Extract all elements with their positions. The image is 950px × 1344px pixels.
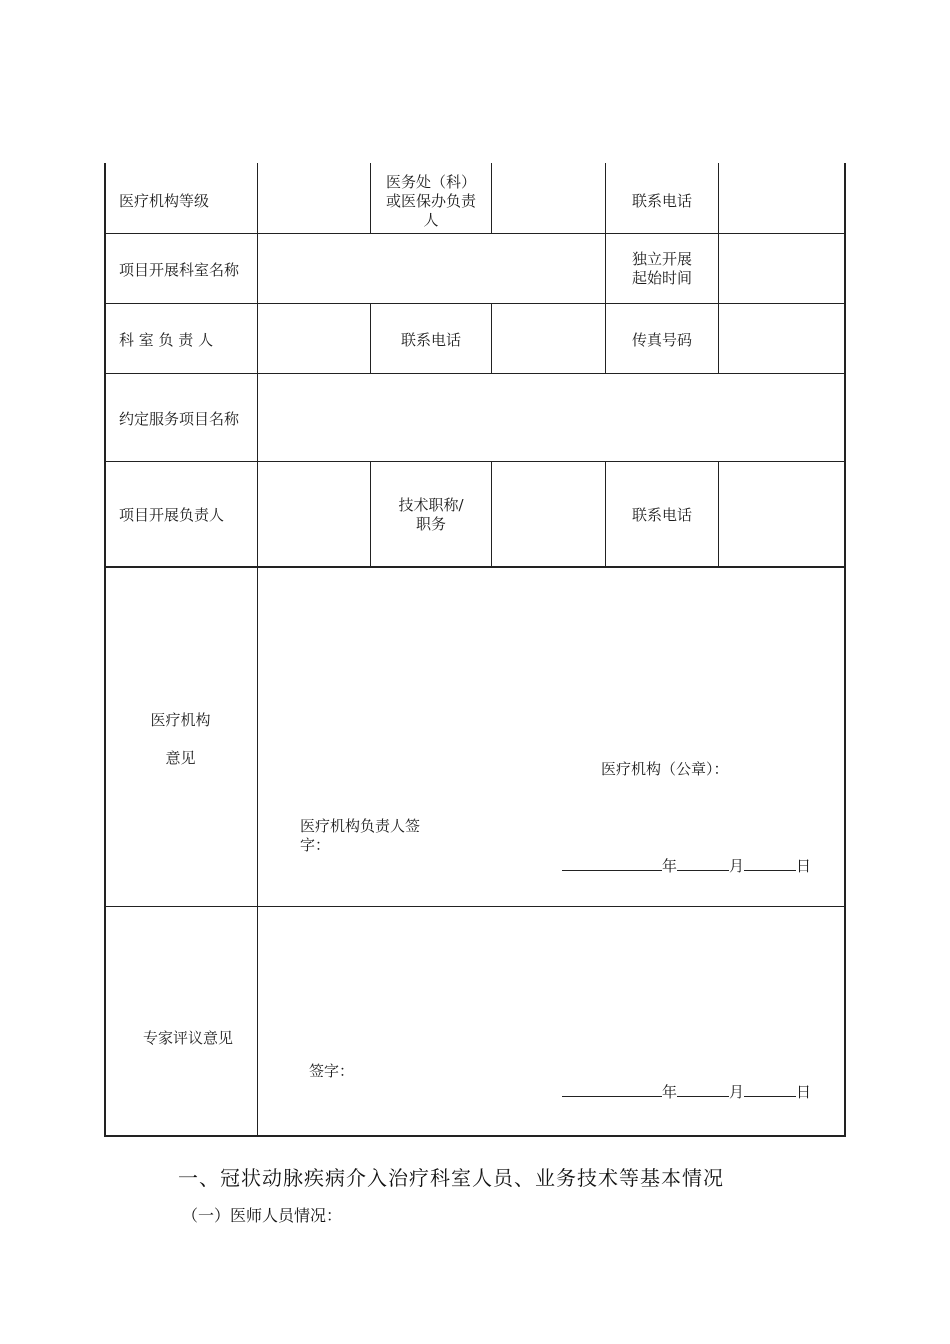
fax-field[interactable]: [720, 304, 843, 372]
section-subheading: （一）医师人员情况：: [182, 1206, 343, 1225]
department-head-label: 科 室 负 责 人: [119, 331, 214, 349]
project-lead-label: 项目开展负责人: [119, 506, 225, 524]
year-label: 年: [662, 1083, 678, 1101]
institution-opinion-label: 医疗机构: [150, 711, 211, 729]
title-position-label: 技术职称/职务: [398, 496, 464, 533]
section-heading: 一、冠状动脉疾病介入治疗科室人员、业务技术等基本情况: [178, 1166, 724, 1190]
col-divider: [718, 163, 719, 373]
institution-level-label: 医疗机构等级: [119, 192, 210, 210]
title-position-field[interactable]: [493, 462, 604, 565]
phone-field[interactable]: [493, 304, 604, 372]
institution-signer-label: 医疗机构负责人签字：: [300, 817, 421, 854]
table-border-bottom: [104, 1135, 846, 1137]
phone-label: 联系电话: [631, 506, 692, 524]
institution-date-line[interactable]: [562, 854, 811, 876]
col-divider: [718, 461, 719, 566]
fax-label: 传真号码: [631, 331, 692, 349]
department-head-field[interactable]: [259, 304, 369, 372]
phone-label: 联系电话: [631, 192, 692, 210]
independent-start-field[interactable]: [720, 234, 843, 302]
application-form-table: [104, 163, 846, 1137]
independent-start-label: 独立开展起始时间: [631, 250, 692, 287]
col-divider: [491, 303, 492, 373]
department-name-label: 项目开展科室名称: [119, 261, 240, 279]
table-border-right: [844, 163, 846, 1137]
project-lead-field[interactable]: [259, 462, 369, 565]
day-label: 日: [796, 1083, 812, 1101]
table-border-left: [104, 163, 106, 1137]
expert-opinion-label: 专家评议意见: [142, 1029, 233, 1047]
col-divider: [491, 163, 492, 233]
row-divider: [104, 906, 846, 907]
month-label: 月: [729, 1083, 745, 1101]
year-label: 年: [662, 857, 678, 875]
col-divider: [370, 163, 371, 233]
expert-sign-label: 签字：: [309, 1062, 355, 1080]
col-divider: [257, 163, 258, 1135]
col-divider: [370, 461, 371, 566]
institution-seal-label: 医疗机构（公章）：: [601, 760, 729, 778]
department-name-field[interactable]: [259, 234, 604, 302]
service-item-label: 约定服务项目名称: [119, 410, 240, 428]
institution-level-field[interactable]: [259, 164, 369, 232]
month-label: 月: [729, 857, 745, 875]
row-divider-thick: [104, 566, 846, 568]
medical-affairs-head-label: 医务处（科）或医保办负责人: [385, 173, 476, 229]
service-item-field[interactable]: [259, 374, 843, 460]
phone-label: 联系电话: [400, 331, 461, 349]
day-label: 日: [796, 857, 812, 875]
expert-date-line[interactable]: [562, 1080, 811, 1102]
medical-affairs-head-field[interactable]: [493, 164, 604, 232]
phone-field[interactable]: [720, 462, 843, 565]
institution-opinion-label: 意见: [165, 749, 196, 767]
phone-field[interactable]: [720, 164, 843, 232]
col-divider: [491, 461, 492, 566]
